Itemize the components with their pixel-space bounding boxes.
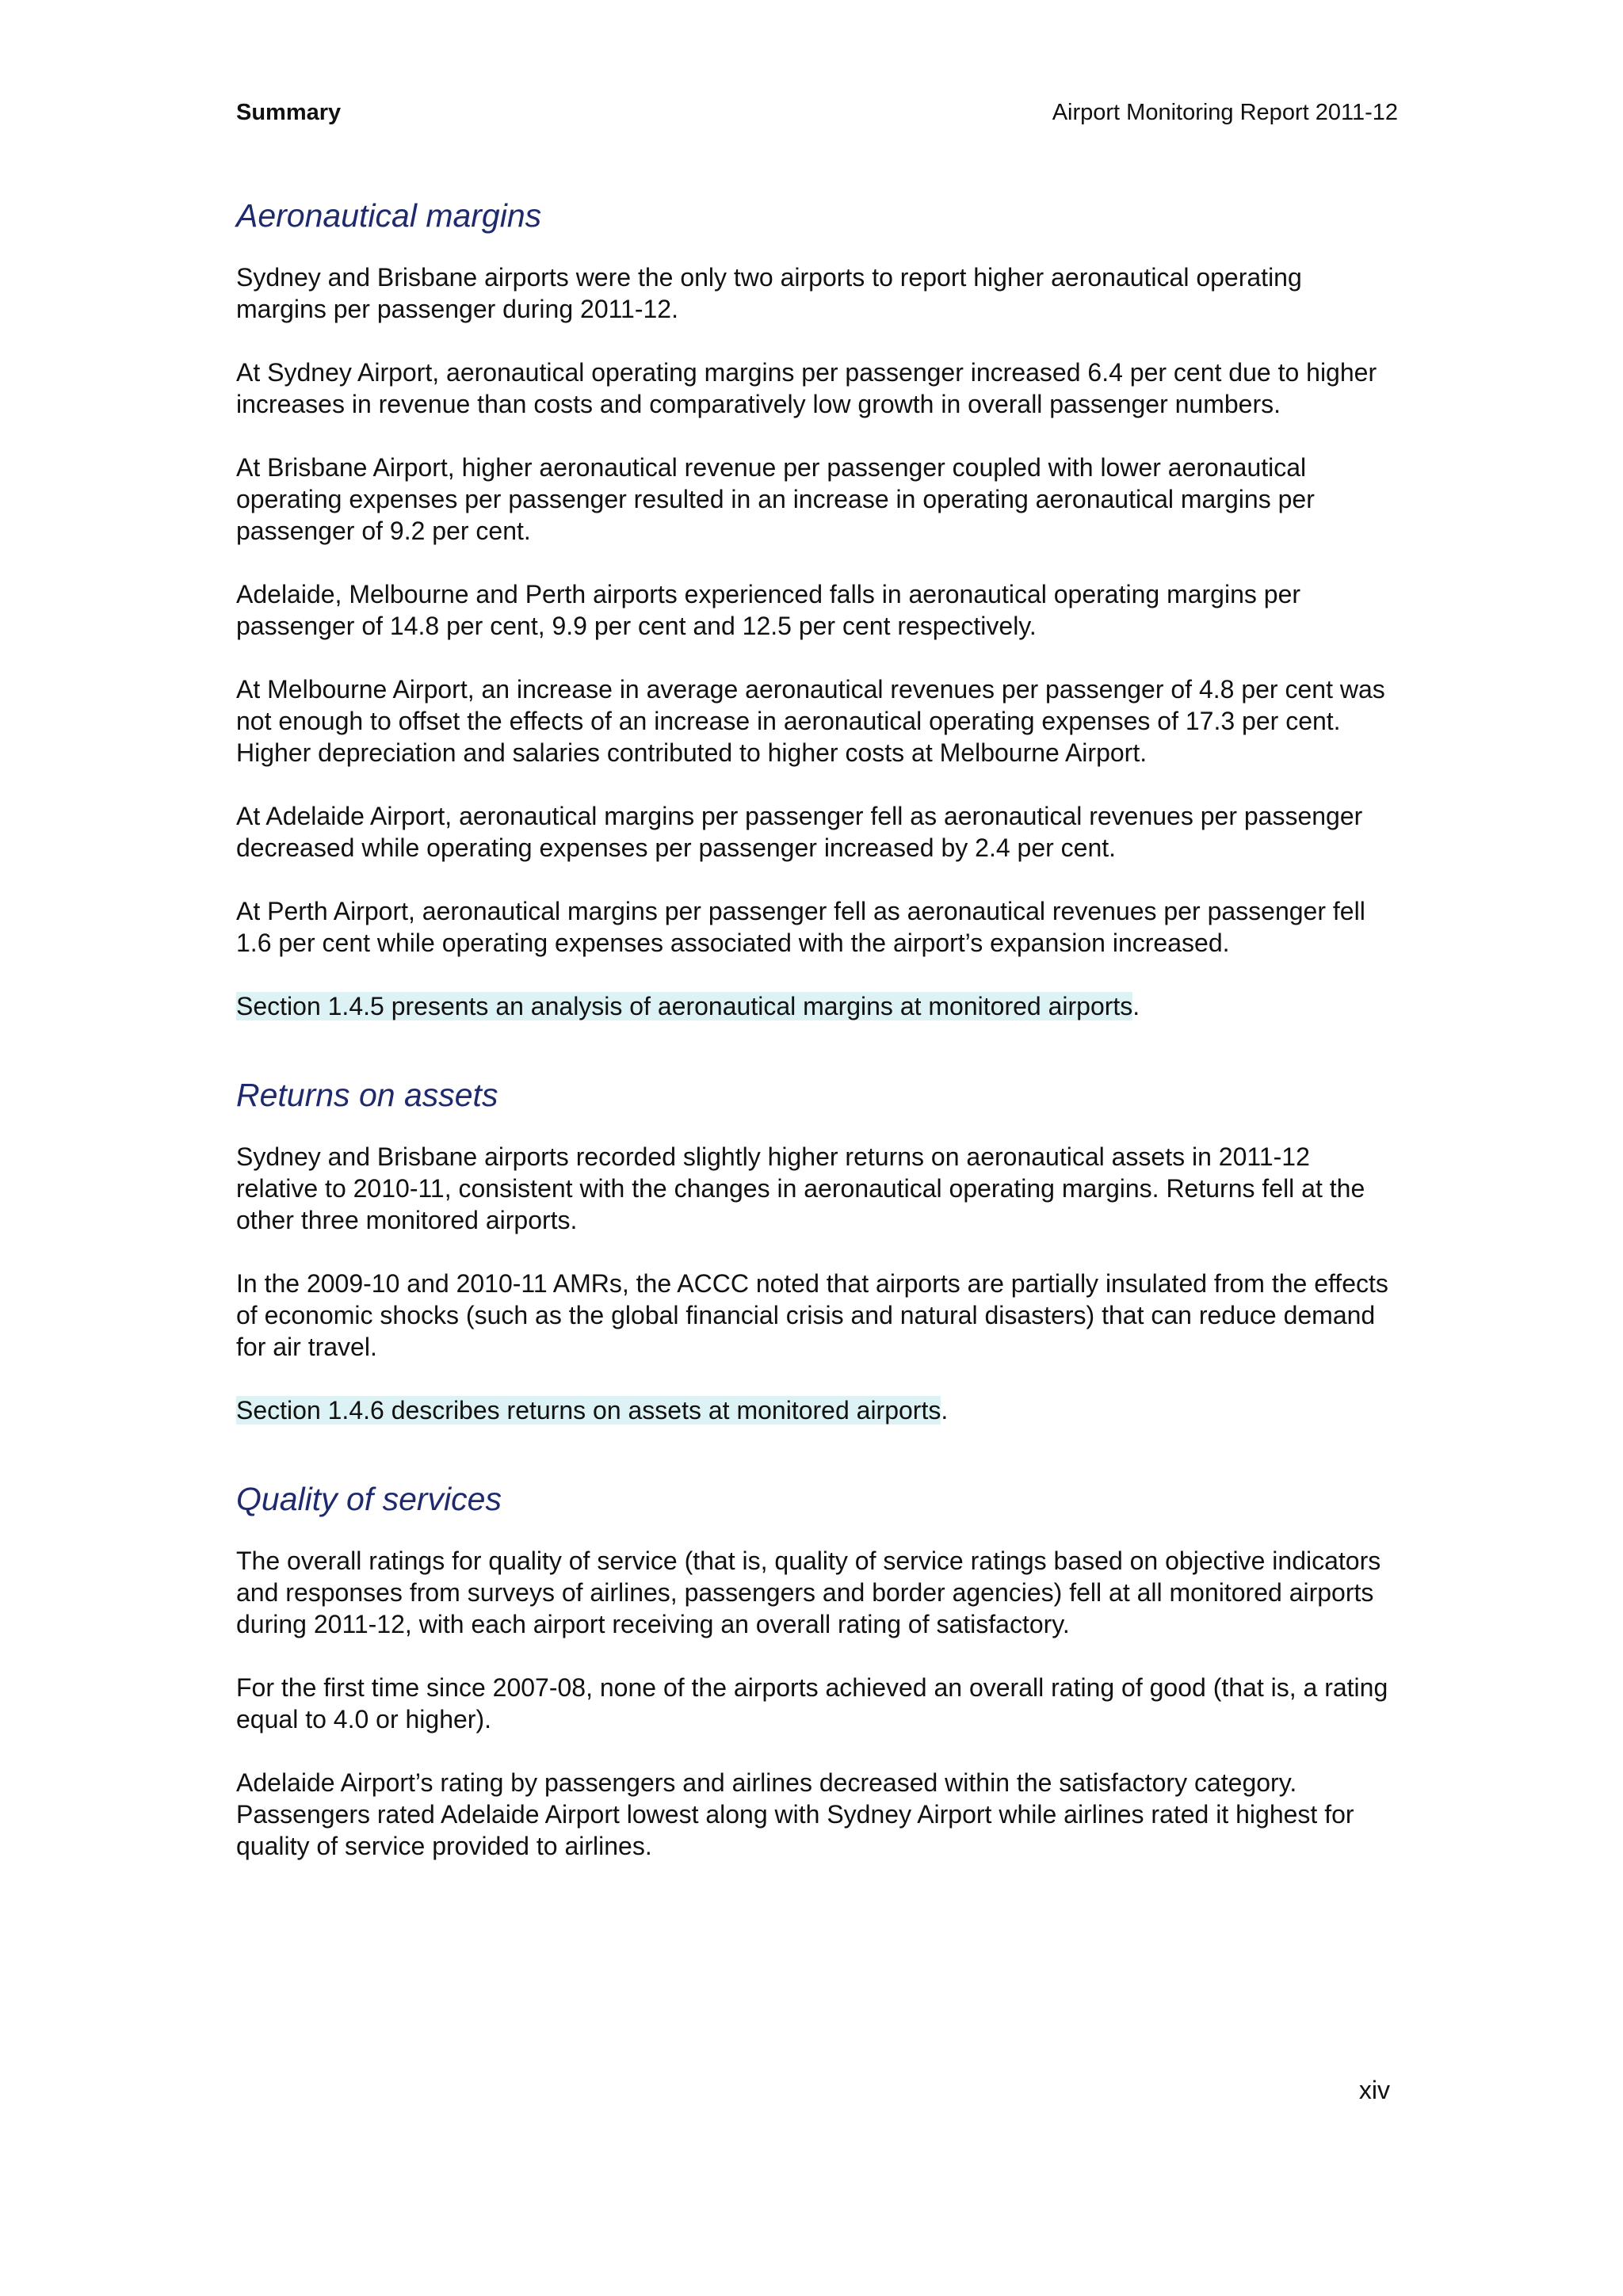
paragraph: At Melbourne Airport, an increase in average aeronautical revenues per passenger of 4.8 per cent was not enough to offset the effects of an increase in aeronautical operating expenses of 17.3 per cent. Higher depreciation and salaries contributed to higher costs at Melbourne Airport. [236, 675, 1385, 767]
paragraph: At Adelaide Airport, aeronautical margins per passenger fell as aeronautical revenues per passenger decreased while operating expenses per passenger increased by 2.4 per cent. [236, 802, 1363, 862]
section-heading: Aeronautical margins [236, 197, 542, 234]
section-heading: Quality of services [236, 1481, 502, 1517]
cross-reference-link[interactable]: Section 1.4.5 presents an analysis of aeronautical margins at monitored airports [236, 992, 1133, 1020]
paragraph: At Perth Airport, aeronautical margins per passenger fell as aeronautical revenues per passenger fell 1.6 per cent while operating expenses associated with the airport’s expansion increased. [236, 897, 1365, 957]
page-number: xiv [1358, 2076, 1390, 2104]
cross-reference-link[interactable]: Section 1.4.6 describes returns on assets at monitored airports [236, 1396, 941, 1425]
cross-reference: Section 1.4.6 describes returns on assets at monitored airports. [236, 1396, 949, 1425]
running-header [236, 97, 1398, 128]
paragraph: Sydney and Brisbane airports were the only two airports to report higher aeronautical operating margins per passenger during 2011-12. [236, 263, 1302, 323]
header-section-title: Summary [236, 100, 342, 125]
paragraph: At Brisbane Airport, higher aeronautical revenue per passenger coupled with lower aeronautical operating expenses per passenger resulted in an increase in operating aeronautical margins per passenger of 9.2 per cent. [236, 453, 1315, 545]
paragraph: The overall ratings for quality of service (that is, quality of service ratings based on objective indicators and responses from surveys of airlines, passengers and border agencies) fell at all monitored airports during 2011-12, with each airport receiving an overall rating of satisfactory. [236, 1547, 1381, 1638]
section-heading: Returns on assets [236, 1077, 498, 1113]
paragraph: At Sydney Airport, aeronautical operating margins per passenger increased 6.4 per cent due to higher increases in revenue than costs and comparatively low growth in overall passenger numbers. [236, 358, 1377, 418]
section-returns-on-assets [236, 1073, 1398, 1426]
header-report-title: Airport Monitoring Report 2011-12 [1052, 100, 1398, 125]
paragraph: Sydney and Brisbane airports recorded slightly higher returns on aeronautical assets in 2011-12 relative to 2010-11, consistent with the changes in aeronautical operating margins. Returns fell at the other three monitored airports. [236, 1142, 1365, 1234]
section-aeronautical-margins [236, 193, 1398, 1022]
paragraph: In the 2009-10 and 2010-11 AMRs, the ACCC noted that airports are partially insulated from the effects of economic shocks (such as the global financial crisis and natural disasters) that can reduce demand for air travel. [236, 1269, 1388, 1361]
paragraph: Adelaide, Melbourne and Perth airports experienced falls in aeronautical operating margins per passenger of 14.8 per cent, 9.9 per cent and 12.5 per cent respectively. [236, 580, 1301, 640]
paragraph: For the first time since 2007-08, none of the airports achieved an overall rating of good (that is, a rating equal to 4.0 or higher). [236, 1673, 1388, 1733]
page-body [236, 193, 1398, 1894]
section-quality-of-services [236, 1477, 1398, 1862]
paragraph: Adelaide Airport’s rating by passengers and airlines decreased within the satisfactory category. Passengers rated Adelaide Airport lowest along with Sydney Airport while airlines rated it highest for quality of service provided to airlines. [236, 1768, 1354, 1860]
cross-reference: Section 1.4.5 presents an analysis of aeronautical margins at monitored airports. [236, 992, 1140, 1020]
